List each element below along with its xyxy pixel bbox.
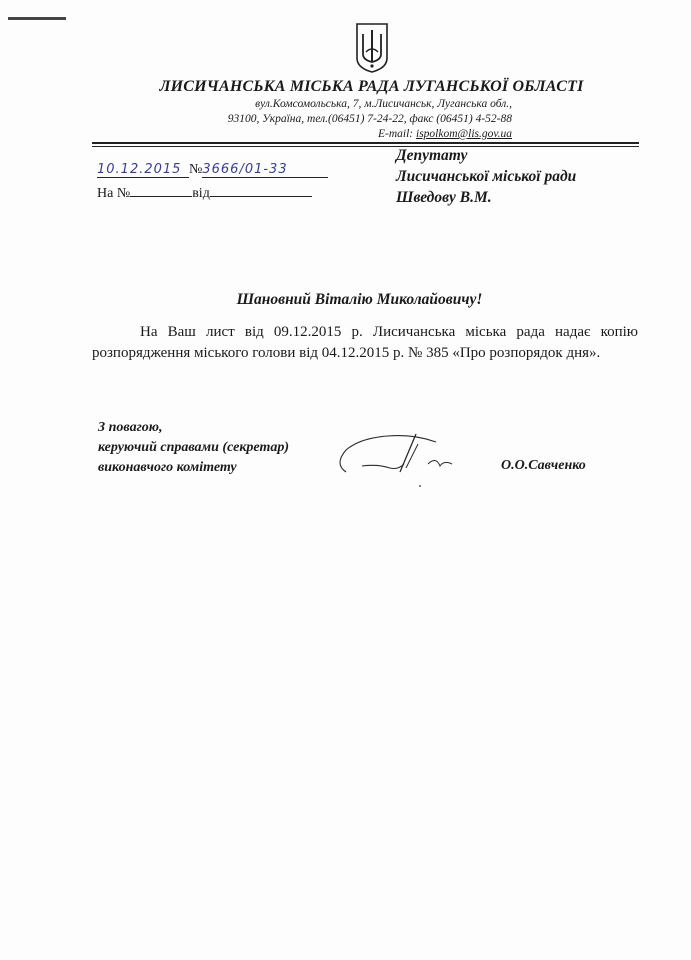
handwritten-date: 10.12.2015 [97, 162, 189, 178]
address-line-2: 93100, Україна, тел.(06451) 7-24-22, факс (06451) 4-52-88 [227, 113, 512, 125]
addressee-line-3: Шведову В.М. [396, 189, 492, 206]
scan-mark [8, 17, 66, 20]
letter-body: На Ваш лист від 09.12.2015 р. Лисичанська міська рада надає копію розпорядження міського голови від 04.12.2015 р. № 385 «Про розпорядок дня». [92, 324, 638, 361]
addressee-line-2: Лисичанської міської ради [396, 168, 577, 185]
reply-reference [97, 184, 312, 202]
email-address: ispolkom@lis.gov.ua [416, 128, 512, 140]
email-line [378, 127, 512, 142]
closing-line-3: виконавчого комітету [98, 460, 237, 475]
outgoing-registration [97, 162, 328, 178]
address-line-1: вул.Комсомольська, 7, м.Лисичанськ, Луганська обл., [255, 98, 512, 110]
header-divider-thick [92, 142, 639, 144]
closing-line-1: З повагою, [98, 420, 163, 435]
organization-name: ЛИСИЧАНСЬКА МІСЬКА РАДА ЛУГАНСЬКОЇ ОБЛАСТІ [159, 78, 584, 95]
signer-name: О.О.Савченко [501, 458, 586, 473]
number-label: № [189, 162, 203, 177]
closing-line-2: керуючий справами (секретар) [98, 440, 289, 455]
reply-number-blank [130, 184, 192, 197]
addressee-line-1: Депутату [396, 147, 468, 164]
reply-date-blank [210, 184, 312, 197]
email-label: E-mail: [378, 128, 417, 140]
salutation: Шановний Віталію Миколайовичу! [236, 291, 483, 308]
handwritten-number: 3666/01-33 [202, 162, 328, 178]
handwritten-signature [332, 428, 462, 490]
closing-block [98, 418, 289, 478]
addressee-block [396, 145, 576, 208]
reply-number-label: На № [97, 186, 131, 201]
trident-emblem-icon [353, 22, 391, 74]
reply-from-label: від [192, 186, 210, 201]
